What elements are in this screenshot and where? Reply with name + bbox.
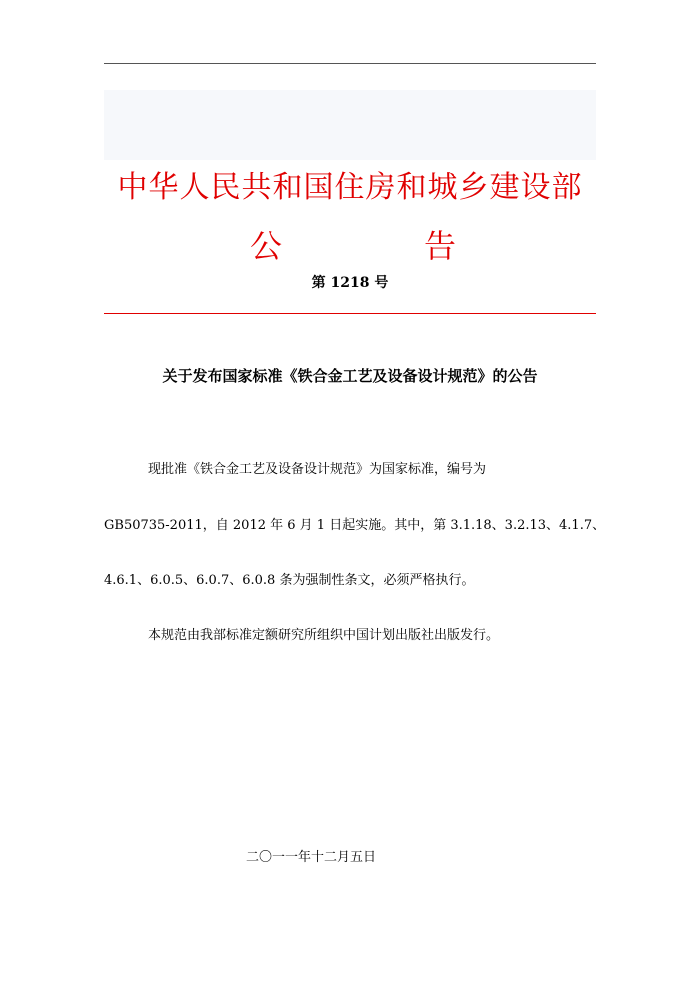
body-line-1: 现批准《铁合金工艺及设备设计规范》为国家标准，编号为 [148, 462, 487, 477]
notice-subject: 关于发布国家标准《铁合金工艺及设备设计规范》的公告 [162, 367, 538, 385]
notice-title-char-2: 告 [424, 227, 457, 265]
body-line-3: 4.6.1、6.0.5、6.0.7、6.0.8 条为强制性条文，必须严格执行。 [104, 573, 475, 588]
issue-date: 二〇一一年十二月五日 [246, 850, 377, 865]
notice-title-char-1: 公 [250, 227, 283, 265]
body-line-2: GB50735-2011，自 2012 年 6 月 1 日起实施。其中，第 3.1.18、3.2.13、4.1.7、 [104, 518, 606, 533]
red-divider [104, 313, 596, 314]
top-divider [104, 63, 596, 64]
body-line-4: 本规范由我部标准定额研究所组织中国计划出版社出版发行。 [148, 628, 500, 643]
document-number: 第 1218 号 [311, 275, 389, 291]
ministry-title: 中华人民共和国住房和城乡建设部 [117, 170, 583, 205]
header-band [104, 90, 596, 160]
